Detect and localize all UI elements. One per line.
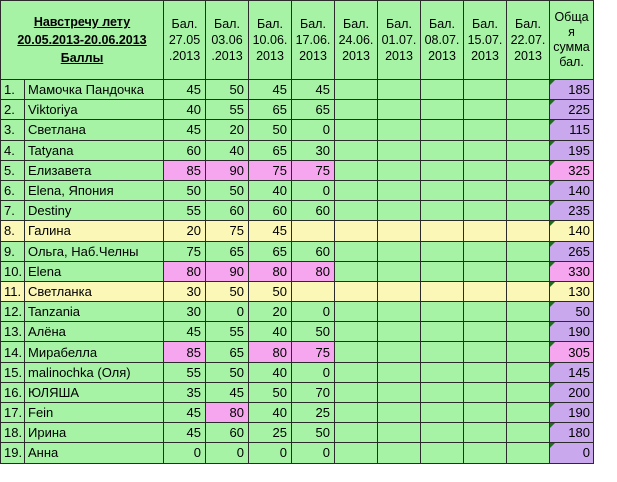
date-header: Бал. 15.07. 2013 xyxy=(464,1,507,80)
total-cell: 190 xyxy=(550,322,594,342)
table-row xyxy=(1,362,594,382)
table-title xyxy=(1,1,164,80)
score-cell: 55 xyxy=(164,362,206,382)
table-row xyxy=(1,403,594,423)
score-cell xyxy=(421,100,464,120)
score-cell xyxy=(335,342,378,362)
table-row xyxy=(1,180,594,200)
score-cell: 40 xyxy=(206,140,249,160)
table-row xyxy=(1,80,594,100)
row-index: 13. xyxy=(1,322,25,342)
participant-name: Светланка xyxy=(25,281,164,301)
score-cell xyxy=(464,403,507,423)
score-cell: 25 xyxy=(249,423,292,443)
score-cell: 0 xyxy=(292,362,335,382)
score-cell: 0 xyxy=(292,180,335,200)
total-cell: 225 xyxy=(550,100,594,120)
row-index: 18. xyxy=(1,423,25,443)
table-row xyxy=(1,261,594,281)
score-cell: 65 xyxy=(249,140,292,160)
score-cell xyxy=(421,362,464,382)
score-cell: 70 xyxy=(292,382,335,402)
total-cell: 140 xyxy=(550,221,594,241)
score-cell: 60 xyxy=(206,423,249,443)
participant-name: Destiny xyxy=(25,201,164,221)
score-cell xyxy=(507,382,550,402)
score-cell xyxy=(464,241,507,261)
score-cell xyxy=(507,221,550,241)
score-cell: 60 xyxy=(292,241,335,261)
score-cell xyxy=(464,382,507,402)
score-cell: 45 xyxy=(249,80,292,100)
score-cell: 80 xyxy=(292,261,335,281)
date-header: Бал. 01.07. 2013 xyxy=(378,1,421,80)
score-cell xyxy=(421,261,464,281)
row-index: 2. xyxy=(1,100,25,120)
score-cell xyxy=(378,261,421,281)
row-index: 16. xyxy=(1,382,25,402)
title-line: Навстречу лету xyxy=(33,15,131,29)
table-row xyxy=(1,443,594,463)
participant-name: Мирабелла xyxy=(25,342,164,362)
score-cell: 0 xyxy=(206,302,249,322)
score-cell xyxy=(378,201,421,221)
score-cell xyxy=(378,180,421,200)
score-cell xyxy=(335,281,378,301)
score-cell xyxy=(335,80,378,100)
score-cell: 20 xyxy=(249,302,292,322)
score-cell: 0 xyxy=(292,443,335,463)
row-index: 10. xyxy=(1,261,25,281)
score-cell: 60 xyxy=(292,201,335,221)
score-cell: 0 xyxy=(206,443,249,463)
score-cell xyxy=(378,100,421,120)
row-index: 5. xyxy=(1,160,25,180)
score-cell: 60 xyxy=(206,201,249,221)
total-cell: 305 xyxy=(550,342,594,362)
score-cell: 55 xyxy=(206,322,249,342)
score-cell: 40 xyxy=(164,100,206,120)
score-cell: 40 xyxy=(249,403,292,423)
score-cell xyxy=(378,443,421,463)
header-row xyxy=(1,1,594,80)
score-cell xyxy=(378,342,421,362)
score-cell xyxy=(335,140,378,160)
participant-name: Ольга, Наб.Челны xyxy=(25,241,164,261)
score-cell: 45 xyxy=(164,80,206,100)
score-cell: 65 xyxy=(249,100,292,120)
score-cell xyxy=(421,443,464,463)
total-cell: 185 xyxy=(550,80,594,100)
score-cell xyxy=(421,140,464,160)
score-cell xyxy=(507,362,550,382)
score-cell xyxy=(378,221,421,241)
date-header: Бал. 08.07. 2013 xyxy=(421,1,464,80)
score-cell: 50 xyxy=(206,362,249,382)
participant-name: Галина xyxy=(25,221,164,241)
participant-name: Алёна xyxy=(25,322,164,342)
score-cell xyxy=(464,302,507,322)
table-row xyxy=(1,221,594,241)
score-cell: 75 xyxy=(164,241,206,261)
row-index: 17. xyxy=(1,403,25,423)
score-cell xyxy=(507,322,550,342)
total-cell: 145 xyxy=(550,362,594,382)
score-cell xyxy=(421,302,464,322)
table-row xyxy=(1,140,594,160)
score-cell xyxy=(421,160,464,180)
participant-name: Elena, Япония xyxy=(25,180,164,200)
total-cell: 180 xyxy=(550,423,594,443)
score-cell: 50 xyxy=(249,382,292,402)
score-cell xyxy=(464,362,507,382)
row-index: 4. xyxy=(1,140,25,160)
score-cell xyxy=(421,221,464,241)
date-header: Бал. 22.07. 2013 xyxy=(507,1,550,80)
score-cell: 0 xyxy=(292,302,335,322)
score-cell xyxy=(507,423,550,443)
score-cell xyxy=(335,160,378,180)
date-header: Бал. 17.06. 2013 xyxy=(292,1,335,80)
score-cell: 0 xyxy=(164,443,206,463)
score-cell xyxy=(421,120,464,140)
score-cell: 90 xyxy=(206,261,249,281)
score-cell xyxy=(378,120,421,140)
row-index: 14. xyxy=(1,342,25,362)
score-cell: 40 xyxy=(249,322,292,342)
score-cell xyxy=(421,342,464,362)
score-cell: 55 xyxy=(206,100,249,120)
score-cell xyxy=(335,322,378,342)
total-cell: 190 xyxy=(550,403,594,423)
row-index: 1. xyxy=(1,80,25,100)
score-cell: 30 xyxy=(292,140,335,160)
score-cell: 45 xyxy=(164,403,206,423)
score-cell xyxy=(507,403,550,423)
score-cell: 85 xyxy=(164,342,206,362)
score-cell xyxy=(464,140,507,160)
score-cell: 20 xyxy=(206,120,249,140)
score-cell xyxy=(421,403,464,423)
score-cell: 50 xyxy=(164,180,206,200)
participant-name: Tatyana xyxy=(25,140,164,160)
score-cell: 65 xyxy=(249,241,292,261)
table-row xyxy=(1,241,594,261)
participant-name: Мамочка Пандочка xyxy=(25,80,164,100)
table-row xyxy=(1,423,594,443)
score-cell xyxy=(335,241,378,261)
score-cell xyxy=(335,423,378,443)
total-header: Обща я сумма бал. xyxy=(550,1,594,80)
total-cell: 140 xyxy=(550,180,594,200)
score-cell xyxy=(464,160,507,180)
score-cell: 0 xyxy=(249,443,292,463)
table-row xyxy=(1,281,594,301)
score-cell xyxy=(507,241,550,261)
score-cell xyxy=(421,423,464,443)
score-cell: 45 xyxy=(206,382,249,402)
score-cell: 25 xyxy=(292,403,335,423)
total-cell: 0 xyxy=(550,443,594,463)
score-cell xyxy=(292,281,335,301)
participant-name: malinochka (Оля) xyxy=(25,362,164,382)
score-cell: 20 xyxy=(164,221,206,241)
score-cell: 0 xyxy=(292,120,335,140)
score-cell xyxy=(335,302,378,322)
row-index: 7. xyxy=(1,201,25,221)
title-line: Баллы xyxy=(60,51,104,65)
score-cell: 40 xyxy=(249,180,292,200)
table-row xyxy=(1,322,594,342)
score-cell xyxy=(378,382,421,402)
total-cell: 115 xyxy=(550,120,594,140)
score-cell xyxy=(507,302,550,322)
table-row xyxy=(1,100,594,120)
score-cell xyxy=(507,80,550,100)
score-cell: 40 xyxy=(249,362,292,382)
score-cell xyxy=(378,403,421,423)
score-cell: 65 xyxy=(292,100,335,120)
score-cell xyxy=(378,140,421,160)
score-cell: 80 xyxy=(249,342,292,362)
score-cell: 50 xyxy=(249,281,292,301)
date-header: Бал. 27.05 .2013 xyxy=(164,1,206,80)
score-cell xyxy=(464,100,507,120)
score-cell: 80 xyxy=(164,261,206,281)
score-cell xyxy=(464,221,507,241)
score-cell xyxy=(378,302,421,322)
score-cell xyxy=(421,382,464,402)
total-cell: 235 xyxy=(550,201,594,221)
score-cell: 60 xyxy=(249,201,292,221)
row-index: 15. xyxy=(1,362,25,382)
participant-name: Fein xyxy=(25,403,164,423)
score-cell: 75 xyxy=(292,342,335,362)
score-cell: 45 xyxy=(164,322,206,342)
participant-name: Анна xyxy=(25,443,164,463)
score-cell xyxy=(464,201,507,221)
score-cell xyxy=(378,281,421,301)
score-cell xyxy=(335,120,378,140)
score-cell xyxy=(335,362,378,382)
score-cell xyxy=(421,241,464,261)
score-cell: 80 xyxy=(206,403,249,423)
total-cell: 265 xyxy=(550,241,594,261)
score-cell: 45 xyxy=(164,423,206,443)
participant-name: Tanzania xyxy=(25,302,164,322)
score-cell xyxy=(378,322,421,342)
score-cell: 55 xyxy=(164,201,206,221)
score-cell xyxy=(464,261,507,281)
score-cell xyxy=(507,281,550,301)
score-cell: 75 xyxy=(292,160,335,180)
row-index: 12. xyxy=(1,302,25,322)
score-cell: 85 xyxy=(164,160,206,180)
score-cell: 50 xyxy=(292,322,335,342)
total-cell: 130 xyxy=(550,281,594,301)
score-cell: 50 xyxy=(206,180,249,200)
table-row xyxy=(1,382,594,402)
row-index: 3. xyxy=(1,120,25,140)
score-cell xyxy=(507,443,550,463)
score-cell xyxy=(464,443,507,463)
score-cell xyxy=(335,403,378,423)
row-index: 19. xyxy=(1,443,25,463)
score-cell xyxy=(464,423,507,443)
date-header: Бал. 10.06. 2013 xyxy=(249,1,292,80)
score-cell xyxy=(335,201,378,221)
score-cell: 35 xyxy=(164,382,206,402)
score-cell: 50 xyxy=(292,423,335,443)
table-row xyxy=(1,120,594,140)
total-cell: 325 xyxy=(550,160,594,180)
table-row xyxy=(1,342,594,362)
score-cell: 75 xyxy=(206,221,249,241)
score-cell xyxy=(507,261,550,281)
score-cell: 65 xyxy=(206,342,249,362)
participant-name: Viktoriya xyxy=(25,100,164,120)
score-cell xyxy=(335,261,378,281)
score-cell xyxy=(378,160,421,180)
score-cell xyxy=(507,100,550,120)
score-cell xyxy=(292,221,335,241)
row-index: 8. xyxy=(1,221,25,241)
score-cell xyxy=(507,342,550,362)
score-cell xyxy=(335,180,378,200)
row-index: 9. xyxy=(1,241,25,261)
date-header: Бал. 03.06 .2013 xyxy=(206,1,249,80)
score-cell: 50 xyxy=(206,281,249,301)
score-cell xyxy=(421,281,464,301)
score-cell xyxy=(464,342,507,362)
score-cell xyxy=(378,241,421,261)
score-cell xyxy=(378,423,421,443)
score-cell xyxy=(464,180,507,200)
total-cell: 195 xyxy=(550,140,594,160)
row-index: 11. xyxy=(1,281,25,301)
score-cell xyxy=(335,100,378,120)
score-cell: 50 xyxy=(249,120,292,140)
score-cell: 65 xyxy=(206,241,249,261)
score-cell: 30 xyxy=(164,302,206,322)
score-cell xyxy=(421,80,464,100)
score-cell xyxy=(335,382,378,402)
score-cell xyxy=(378,362,421,382)
score-cell xyxy=(421,201,464,221)
date-header: Бал. 24.06. 2013 xyxy=(335,1,378,80)
score-cell xyxy=(507,160,550,180)
total-cell: 330 xyxy=(550,261,594,281)
score-cell: 60 xyxy=(164,140,206,160)
score-cell xyxy=(507,140,550,160)
score-cell xyxy=(335,443,378,463)
score-cell: 30 xyxy=(164,281,206,301)
score-cell: 75 xyxy=(249,160,292,180)
score-cell xyxy=(421,180,464,200)
score-cell xyxy=(421,322,464,342)
score-cell xyxy=(507,120,550,140)
participant-name: Светлана xyxy=(25,120,164,140)
score-cell: 80 xyxy=(249,261,292,281)
title-line: 20.05.2013-20.06.2013 xyxy=(17,33,147,47)
score-cell xyxy=(464,281,507,301)
table-row xyxy=(1,201,594,221)
score-cell xyxy=(464,80,507,100)
participant-name: ЮЛЯША xyxy=(25,382,164,402)
row-index: 6. xyxy=(1,180,25,200)
table-row xyxy=(1,302,594,322)
score-cell: 45 xyxy=(249,221,292,241)
participant-name: Elena xyxy=(25,261,164,281)
score-cell: 45 xyxy=(164,120,206,140)
total-cell: 200 xyxy=(550,382,594,402)
score-cell: 45 xyxy=(292,80,335,100)
score-cell xyxy=(507,180,550,200)
score-cell: 50 xyxy=(206,80,249,100)
score-cell xyxy=(378,80,421,100)
score-cell xyxy=(335,221,378,241)
participant-name: Елизавета xyxy=(25,160,164,180)
total-cell: 50 xyxy=(550,302,594,322)
participant-name: Ирина xyxy=(25,423,164,443)
score-cell: 90 xyxy=(206,160,249,180)
score-cell xyxy=(464,322,507,342)
table-row xyxy=(1,160,594,180)
score-cell xyxy=(507,201,550,221)
score-cell xyxy=(464,120,507,140)
